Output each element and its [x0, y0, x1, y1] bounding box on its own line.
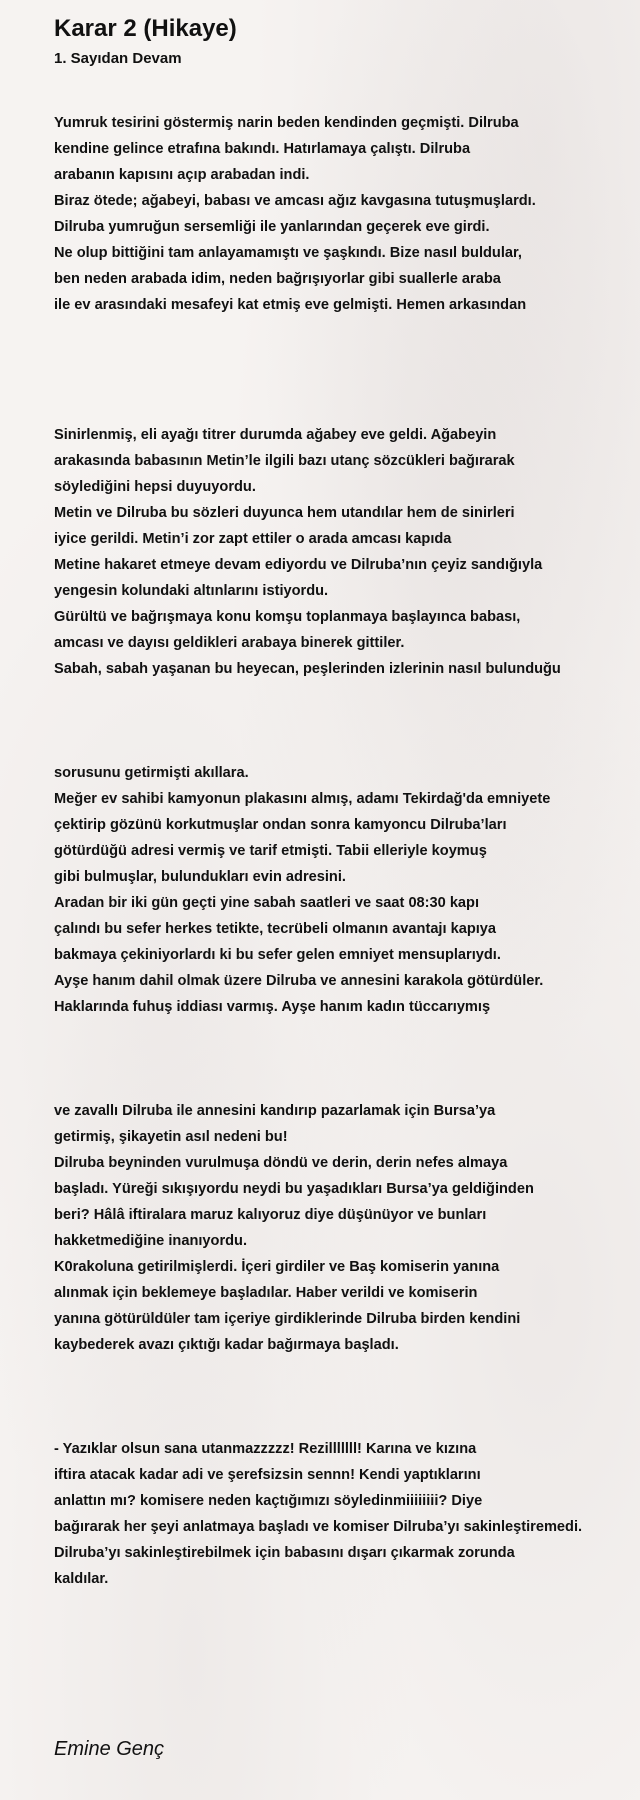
author-name: Emine Genç [54, 1738, 165, 1760]
text-line: bakmaya çekiniyorlardı ki bu sefer gelen emniyet mensuplarıydı. [54, 947, 501, 963]
text-line: kaybederek avazı çıktığı kadar bağırmaya başladı. [54, 1337, 399, 1353]
stanza-1 [54, 110, 638, 318]
text-line: yanına götürüldüler tam içeriye girdiklerinde Dilruba birden kendini [54, 1311, 521, 1327]
text-line: alınmak için beklemeye başladılar. Haber verildi ve komiserin [54, 1285, 478, 1301]
text-line: - Yazıklar olsun sana utanmazzzzz! Rezilllllll! Karına ve kızına [54, 1441, 477, 1457]
text-line: Haklarında fuhuş iddiası varmış. Ayşe hanım kadın tüccarıymış [54, 999, 491, 1015]
text-line: K0rakoluna getirilmişlerdi. İçeri girdiler ve Baş komiserin yanına [54, 1259, 500, 1275]
text-line: Metine hakaret etmeye devam ediyordu ve Dilruba’nın çeyiz sandığıyla [54, 557, 543, 573]
text-line: Dilruba yumruğun sersemliği ile yanlarından geçerek eve girdi. [54, 219, 490, 235]
text-line: arabanın kapısını açıp arabadan indi. [54, 167, 310, 183]
stanza-2 [54, 422, 638, 682]
text-line: anlattın mı? komisere neden kaçtığımızı söyledinmiiiiiiii? Diye [54, 1493, 483, 1509]
text-line: hakketmediğine inanıyordu. [54, 1233, 248, 1249]
text-line: ile ev arasındaki mesafeyi kat etmiş eve gelmişti. Hemen arkasından [54, 297, 527, 313]
text-line: beri? Hâlâ iftiralara maruz kalıyoruz diye düşünüyor ve bunları [54, 1207, 487, 1223]
stanza-4 [54, 1098, 638, 1358]
text-line: Dilruba’yı sakinleştirebilmek için babasını dışarı çıkarmak zorunda [54, 1545, 515, 1561]
text-line: Yumruk tesirini göstermiş narin beden kendinden geçmişti. Dilruba [54, 115, 519, 131]
text-line: Ayşe hanım dahil olmak üzere Dilruba ve annesini karakola götürdüler. [54, 973, 544, 989]
poem-content [54, 10, 638, 1592]
text-line: ve zavallı Dilruba ile annesini kandırıp pazarlamak için Bursa’ya [54, 1103, 496, 1119]
text-line: iyice gerildi. Metin’i zor zapt ettiler o arada amcası kapıda [54, 531, 452, 547]
text-line: Metin ve Dilruba bu sözleri duyunca hem utandılar hem de sinirleri [54, 505, 515, 521]
text-line: çalındı bu sefer herkes tetikte, tecrübeli olmanın avantajı kapıya [54, 921, 497, 937]
text-line: Biraz ötede; ağabeyi, babası ve amcası ağız kavgasına tutuşmuşlardı. [54, 193, 536, 209]
text-line: ben neden arabada idim, neden bağrışıyorlar gibi suallerle araba [54, 271, 501, 287]
text-line: Meğer ev sahibi kamyonun plakasını almış, adamı Tekirdağ'da emniyete [54, 791, 551, 807]
text-line: iftira atacak kadar adi ve şerefsizsin sennn! Kendi yaptıklarını [54, 1467, 481, 1483]
page-title: Karar 2 (Hikaye) [54, 15, 237, 42]
text-line: götürdüğü adresi vermiş ve tarif etmişti. Tabii elleriyle koymuş [54, 843, 487, 859]
text-line: bağırarak her şeyi anlatmaya başladı ve komiser Dilruba’yı sakinleştiremedi. [54, 1519, 583, 1535]
text-line: getirmiş, şikayetin asıl nedeni bu! [54, 1129, 288, 1145]
text-line: yengesin kolundaki altınlarını istiyordu. [54, 583, 329, 599]
text-line: amcası ve dayısı geldikleri arabaya binerek gittiler. [54, 635, 405, 651]
text-line: Aradan bir iki gün geçti yine sabah saatleri ve saat 08:30 kapı [54, 895, 480, 911]
text-line: Ne olup bittiğini tam anlayamamıştı ve şaşkındı. Bize nasıl buldular, [54, 245, 522, 261]
stanza-5 [54, 1436, 638, 1592]
text-line: Sabah, sabah yaşanan bu heyecan, peşlerinden izlerinin nasıl bulunduğu [54, 661, 561, 677]
text-line: çektirip gözünü korkutmuşlar ondan sonra kamyoncu Dilruba’ları [54, 817, 507, 833]
text-line: Sinirlenmiş, eli ayağı titrer durumda ağabey eve geldi. Ağabeyin [54, 427, 497, 443]
text-line: kendine gelince etrafına bakındı. Hatırlamaya çalıştı. Dilruba [54, 141, 471, 157]
stanza-3 [54, 760, 638, 1020]
text-line: söylediğini hepsi duyuyordu. [54, 479, 256, 495]
text-line: başladı. Yüreği sıkışıyordu neydi bu yaşadıkları Bursa’ya geldiğinden [54, 1181, 534, 1197]
text-line: arakasında babasının Metin’le ilgili bazı utanç sözcükleri bağırarak [54, 453, 515, 469]
text-line: gibi bulmuşlar, bulundukları evin adresini. [54, 869, 346, 885]
text-line: Gürültü ve bağrışmaya konu komşu toplanmaya başlayınca babası, [54, 609, 521, 625]
text-line: sorusunu getirmişti akıllara. [54, 765, 249, 781]
text-line: Dilruba beyninden vurulmuşa döndü ve derin, derin nefes almaya [54, 1155, 508, 1171]
page-subtitle: 1. Sayıdan Devam [54, 50, 182, 67]
text-line: kaldılar. [54, 1571, 109, 1587]
